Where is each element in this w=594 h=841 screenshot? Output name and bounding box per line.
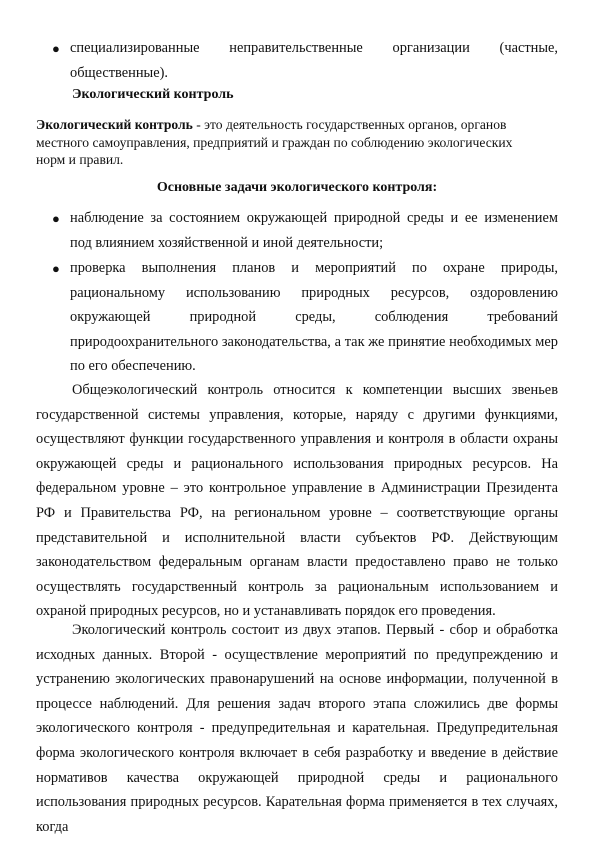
task-item-1	[52, 206, 558, 255]
body-paragraph-1: Общеэкологический контроль относится к компетенции высших звеньев государственной системы управления, которые, наряду с другими функциями, осуществляют функции государственного управления и контроля в области охраны окружающей среды и рационального использования природных ресурсов. На федеральном уровне – это контрольное управление в Администрации Президента РФ и Правительства РФ, на региональном уровне – соответствующие органы представительной и исполнительной власти субъектов РФ. Действующим законодательством федеральным органам власти предоставлено право не только осуществлять государственный контроль за рациональным использованием и охраной природных ресурсов, но и устанавливать порядок его проведения.	[36, 382, 558, 620]
bullet-dot-icon: ●	[52, 211, 60, 226]
body-paragraph-2: Экологический контроль состоит из двух этапов. Первый - сбор и обработка исходных данных. Второй - осуществление мероприятий по предупреждению и устранению экологических правонарушений на основе информации, полученной в процессе наблюдений. Для решения задач второго этапа сложились две формы экологического контроля - предупредительная и карательная. Предупредительная форма экологического контроля включает в себя разработку и введение в действие нормативов качества окружающей природной среды и рационального использования природных ресурсов. Карательная форма применяется в тех случаях, когда	[36, 622, 558, 835]
bullet-dot-icon: ●	[52, 41, 60, 56]
task-text: проверка выполнения планов и мероприятий по охране природы, рациональному использованию природных ресурсов, оздоровлению окружающей природной среды, соблюдения требований природоохранительного законодательства, а так же принятие необходимых мер по его обеспечению.	[70, 260, 558, 375]
definition-term: Экологический контроль	[36, 117, 193, 132]
definition-paragraph	[36, 116, 536, 169]
bullet-item-organizations	[52, 36, 558, 85]
definition-text: - это деятельность государственных органов, органов местного самоуправления, предприятий и граждан по соблюдению экологических норм и правил.	[36, 117, 513, 167]
task-text: наблюдение за состоянием окружающей природной среды и ее изменением под влиянием хозяйственной и иной деятельности;	[70, 210, 558, 251]
bullet-dot-icon: ●	[52, 261, 60, 276]
tasks-heading: Основные задачи экологического контроля:	[156, 180, 438, 195]
bullet-item-text: специализированные неправительственные организации (частные, общественные).	[70, 40, 558, 81]
task-item-2	[52, 256, 558, 379]
section-heading: Экологический контроль	[72, 87, 234, 102]
